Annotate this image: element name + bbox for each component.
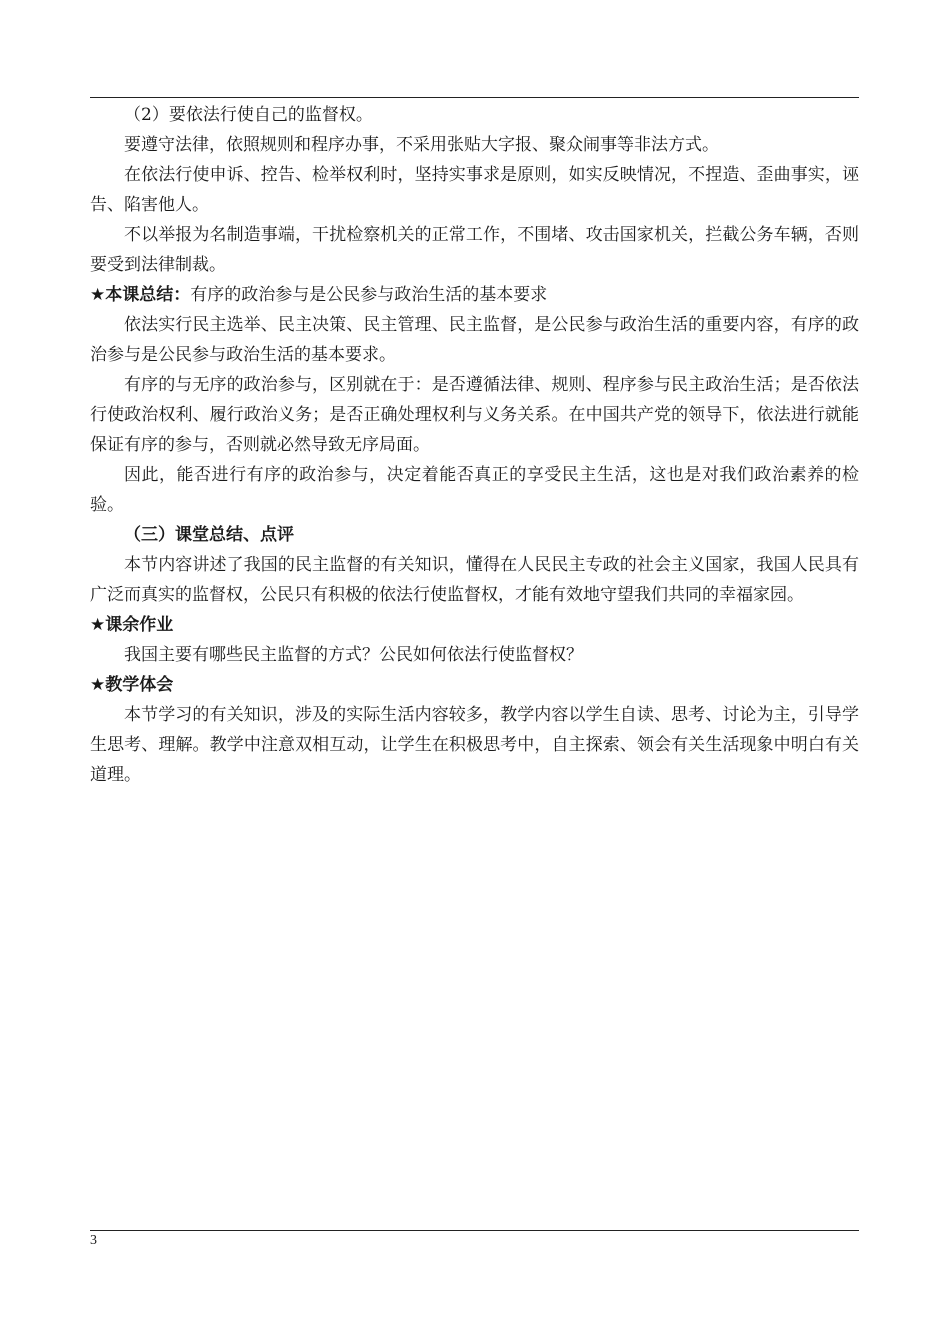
document-body (90, 100, 859, 790)
sub-heading-supervision: （2）要依法行使自己的监督权。 (124, 105, 373, 125)
heading-teaching-reflection: ★教学体会 (90, 675, 174, 695)
paragraph: 要遵守法律，依照规则和程序办事，不采用张贴大字报、聚众闹事等非法方式。 (124, 135, 719, 155)
header-rule (90, 97, 859, 98)
paragraph: 依法实行民主选举、民主决策、民主管理、民主监督，是公民参与政治生活的重要内容，有序的政治参与是公民参与政治生活的基本要求。 (90, 315, 859, 365)
paragraph: 不以举报为名制造事端，干扰检察机关的正常工作，不围堵、攻击国家机关，拦截公务车辆，否则要受到法律制裁。 (90, 225, 859, 275)
lesson-summary (90, 280, 859, 310)
paragraph: 我国主要有哪些民主监督的方式？公民如何依法行使监督权？ (124, 645, 583, 665)
paragraph: 本节学习的有关知识，涉及的实际生活内容较多，教学内容以学生自读、思考、讨论为主，引导学生思考、理解。教学中注意双相互动，让学生在积极思考中，自主探索、领会有关生活现象中明白有关道理。 (90, 705, 859, 785)
paragraph: 本节内容讲述了我国的民主监督的有关知识，懂得在人民民主专政的社会主义国家，我国人民具有广泛而真实的监督权，公民只有积极的依法行使监督权，才能有效地守望我们共同的幸福家园。 (90, 555, 859, 605)
paragraph: 在依法行使申诉、控告、检举权利时，坚持实事求是原则，如实反映情况，不捏造、歪曲事实，诬告、陷害他人。 (90, 165, 859, 215)
heading-homework: ★课余作业 (90, 615, 174, 635)
page-number: 3 (90, 1233, 97, 1248)
heading-class-summary: （三）课堂总结、点评 (124, 525, 294, 545)
paragraph: 因此，能否进行有序的政治参与，决定着能否真正的享受民主生活，这也是对我们政治素养的检验。 (90, 465, 859, 515)
lesson-summary-text: 有序的政治参与是公民参与政治生活的基本要求 (190, 285, 548, 305)
paragraph: 有序的与无序的政治参与，区别就在于：是否遵循法律、规则、程序参与民主政治生活；是否依法行使政治权利、履行政治义务；是否正确处理权利与义务关系。在中国共产党的领导下，依法进行就能保证有序的参与，否则就必然导致无序局面。 (90, 375, 859, 455)
lesson-summary-label: ★本课总结： (90, 285, 191, 305)
footer-rule (90, 1230, 859, 1231)
